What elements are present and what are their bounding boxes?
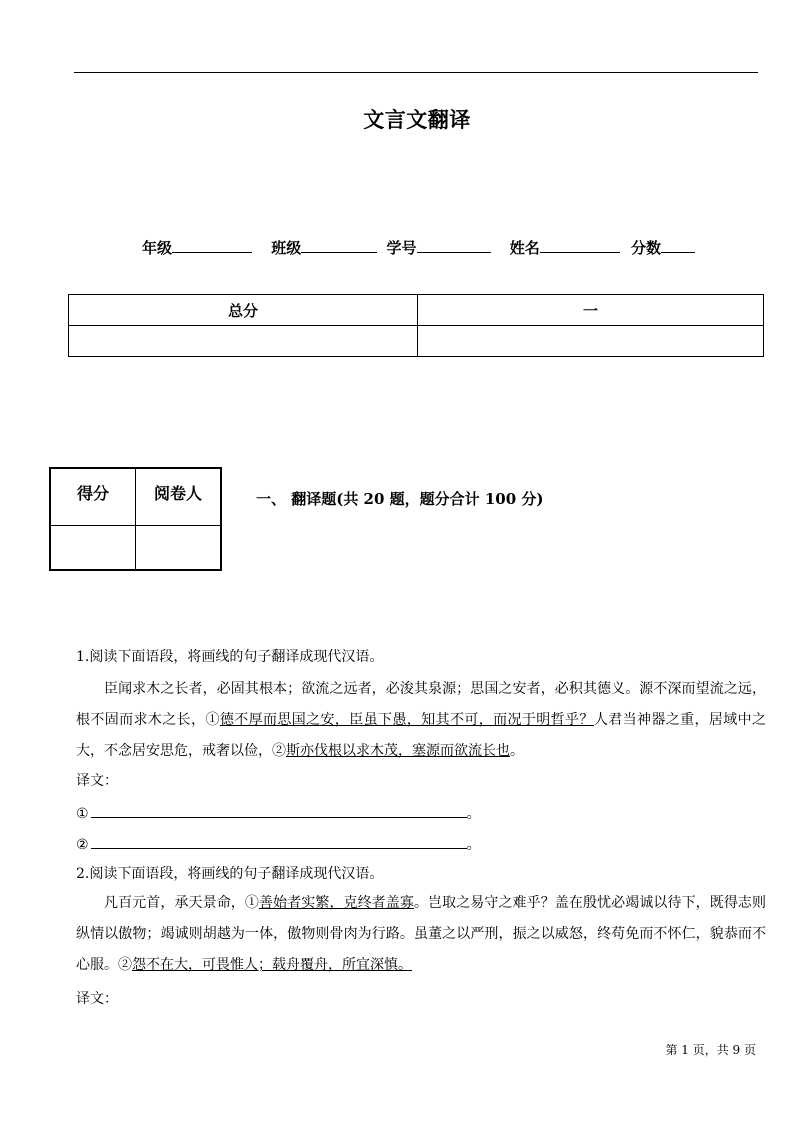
document-title: 文言文翻译 xyxy=(363,107,471,132)
score-header: 得分 xyxy=(50,468,136,526)
underlined-sentence-1: 德不厚而思国之安，臣虽下愚，知其不可，而况于明哲乎？ xyxy=(219,712,594,728)
section-one-score-cell[interactable] xyxy=(418,326,764,357)
underlined-sentence-2: 斯亦伐根以求木茂，塞源而欲流长也 xyxy=(286,743,510,759)
student-id-label: 学号 xyxy=(386,239,417,257)
passage-text: 臣闻求木之长者，必固其根本；欲流之远者，必浚其泉源；思国之安者，必积其德义。源不深而望流之远，根不固而求木之长， xyxy=(76,681,766,728)
grade-label: 年级 xyxy=(142,239,173,257)
passage-text: 人君当神器之重，居域中之大，不念居安思危，戒奢以俭， xyxy=(76,712,767,759)
marker-1: ① xyxy=(205,712,220,728)
question-2-translation-label: 译文： xyxy=(76,991,118,1007)
grader-table-header-row xyxy=(50,468,221,526)
score-label: 分数 xyxy=(631,239,662,257)
underlined-sentence-1: 善始者实繁，克终者盖寡 xyxy=(258,895,414,911)
answer-marker: ① xyxy=(76,806,89,822)
question-1-passage xyxy=(76,674,766,767)
grader-table-value-row xyxy=(50,526,221,571)
passage-text: 。岂取之易守之难乎？盖在殷忧必竭诚以待下，既得志则纵情以傲物；竭诚则胡越为一体，傲物则骨肉为行路。虽董之以严刑，振之以威怒，终苟免而不怀仁，貌恭而不心服。 xyxy=(76,895,767,973)
section-one-header: 一 xyxy=(418,295,764,326)
class-label: 班级 xyxy=(271,239,302,257)
passage-text: 。 xyxy=(510,743,524,759)
score-blank[interactable] xyxy=(661,236,695,253)
answer-blank[interactable] xyxy=(91,834,467,849)
score-cell[interactable] xyxy=(50,526,136,571)
name-blank[interactable] xyxy=(540,236,620,253)
marker-1: ① xyxy=(244,895,259,911)
header-rule xyxy=(74,72,758,73)
total-score-header: 总分 xyxy=(69,295,418,326)
marker-2: ② xyxy=(118,957,132,973)
question-1-translation-label: 译文： xyxy=(76,773,118,789)
answer-blank[interactable] xyxy=(91,803,467,818)
reviewer-header: 阅卷人 xyxy=(136,468,222,526)
question-1-prompt: 1.阅读下面语段，将画线的句子翻译成现代汉语。 xyxy=(76,649,384,665)
total-score-cell[interactable] xyxy=(69,326,418,357)
underlined-sentence-2: 怨不在大，可畏惟人；载舟覆舟，所宜深慎。 xyxy=(132,957,412,973)
answer-marker: ② xyxy=(76,837,89,853)
student-id-blank[interactable] xyxy=(417,236,491,253)
page-footer: 第 1 页，共 9 页 xyxy=(665,1043,756,1057)
score-summary-table xyxy=(68,294,764,357)
answer-line-1[interactable] xyxy=(76,803,481,823)
question-2-prompt: 2.阅读下面语段，将画线的句子翻译成现代汉语。 xyxy=(76,866,384,882)
answer-end: 。 xyxy=(466,837,481,853)
passage-text: 凡百元首，承天景命， xyxy=(104,895,245,911)
score-table-value-row xyxy=(69,326,764,357)
name-label: 姓名 xyxy=(509,239,540,257)
marker-2: ② xyxy=(272,743,286,759)
student-info-line xyxy=(142,236,695,258)
answer-end: 。 xyxy=(466,806,481,822)
class-blank[interactable] xyxy=(301,236,377,253)
score-table-header-row xyxy=(69,295,764,326)
reviewer-cell[interactable] xyxy=(136,526,222,571)
grade-blank[interactable] xyxy=(172,236,252,253)
question-2-passage xyxy=(76,888,766,981)
answer-line-2[interactable] xyxy=(76,834,481,854)
grader-table xyxy=(49,467,222,571)
section-heading: 一、 翻译题(共 20 题，题分合计 100 分) xyxy=(256,490,544,508)
